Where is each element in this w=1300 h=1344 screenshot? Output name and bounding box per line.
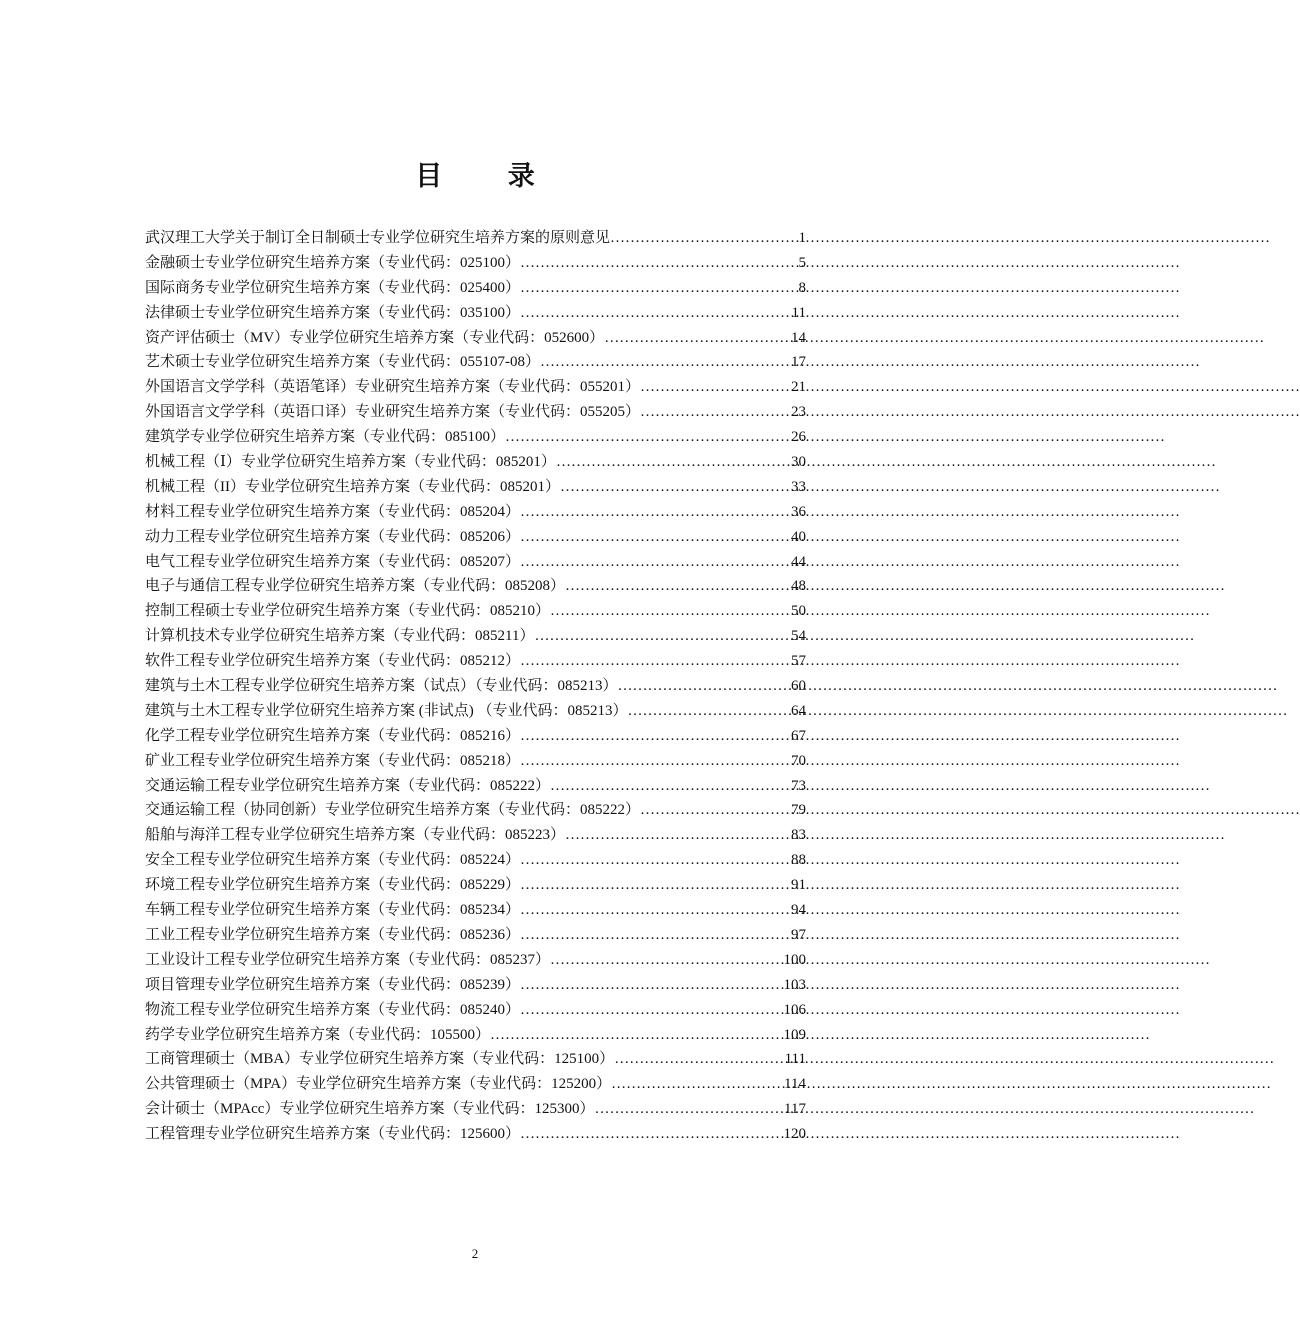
toc-entry-page-number: 88 <box>791 852 806 869</box>
toc-entry-page-number: 33 <box>791 478 806 495</box>
toc-dot-leader <box>640 798 791 823</box>
toc-entry-page-number: 30 <box>791 454 806 471</box>
toc-dot-leader <box>540 350 791 375</box>
toc-dot-leader <box>556 450 791 475</box>
toc-dot-leader <box>490 1023 783 1048</box>
toc-entry-title: 工商管理硕士（MBA）专业学位研究生培养方案（专业代码：125100） <box>145 1051 615 1068</box>
toc-dot-leader <box>520 301 792 326</box>
toc-entry-title: 船舶与海洋工程专业学位研究生培养方案（专业代码：085223） <box>145 827 566 844</box>
toc-entry[interactable] <box>145 301 806 326</box>
toc-entry-title: 物流工程专业学位研究生培养方案（专业代码：085240） <box>145 1001 521 1018</box>
toc-entry-page-number: 83 <box>791 827 806 844</box>
toc-dot-leader <box>520 276 798 301</box>
toc-dot-leader <box>520 998 783 1023</box>
toc-entry[interactable] <box>145 500 806 525</box>
toc-dot-leader <box>560 475 791 500</box>
toc-entry-page-number: 60 <box>791 678 806 695</box>
toc-dot-leader <box>520 1122 783 1147</box>
toc-entry-title: 材料工程专业学位研究生培养方案（专业代码：085204） <box>145 503 521 520</box>
toc-entry-title: 艺术硕士专业学位研究生培养方案（专业代码：055107-08） <box>145 354 540 371</box>
toc-dot-leader <box>534 624 791 649</box>
toc-dot-leader <box>520 251 798 276</box>
toc-entry-page-number: 91 <box>791 877 806 894</box>
toc-entry-page-number: 40 <box>791 528 806 545</box>
toc-entry[interactable] <box>145 923 806 948</box>
toc-entry[interactable] <box>145 973 806 998</box>
toc-entry-page-number: 114 <box>784 1076 806 1093</box>
toc-dot-leader <box>520 873 791 898</box>
toc-entry[interactable] <box>145 798 806 823</box>
toc-dot-leader <box>520 973 783 998</box>
toc-entry[interactable] <box>145 425 806 450</box>
page-title: 目 录 <box>415 161 563 192</box>
toc-entry-page-number: 26 <box>791 429 806 446</box>
toc-entry-title: 动力工程专业学位研究生培养方案（专业代码：085206） <box>145 528 521 545</box>
toc-entry-page-number: 54 <box>791 628 806 645</box>
toc-entry-title: 交通运输工程（协同创新）专业学位研究生培养方案（专业代码：085222） <box>145 802 641 819</box>
toc-entry[interactable] <box>145 550 806 575</box>
toc-entry[interactable] <box>145 848 806 873</box>
toc-entry-title: 工业工程专业学位研究生培养方案（专业代码：085236） <box>145 926 521 943</box>
toc-entry-page-number: 106 <box>783 1001 806 1018</box>
toc-entry-title: 环境工程专业学位研究生培养方案（专业代码：085229） <box>145 877 521 894</box>
toc-entry[interactable] <box>145 574 806 599</box>
toc-entry-title: 外国语言文学学科（英语口译）专业研究生培养方案（专业代码：055205） <box>145 404 641 421</box>
toc-entry-title: 药学专业学位研究生培养方案（专业代码：105500） <box>145 1026 491 1043</box>
toc-entry[interactable] <box>145 1072 806 1097</box>
toc-entry-page-number: 100 <box>783 951 806 968</box>
toc-entry-title: 控制工程硕士专业学位研究生培养方案（专业代码：085210） <box>145 603 551 620</box>
toc-entry-title: 会计硕士（MPAcc）专业学位研究生培养方案（专业代码：125300） <box>145 1101 595 1118</box>
toc-entry[interactable] <box>145 674 806 699</box>
toc-entry-page-number: 57 <box>791 653 806 670</box>
toc-entry-title: 资产评估硕士（MV）专业学位研究生培养方案（专业代码：052600） <box>145 329 605 346</box>
toc-entry[interactable] <box>145 525 806 550</box>
toc-entry-page-number: 109 <box>783 1026 806 1043</box>
toc-entry-title: 建筑学专业学位研究生培养方案（专业代码：085100） <box>145 429 506 446</box>
toc-entry-page-number: 103 <box>783 976 806 993</box>
toc-entry[interactable] <box>145 375 806 400</box>
toc-entry-title: 矿业工程专业学位研究生培养方案（专业代码：085218） <box>145 752 521 769</box>
toc-entry-page-number: 64 <box>791 702 806 719</box>
toc-entry[interactable] <box>145 400 806 425</box>
toc-entry-page-number: 8 <box>798 279 806 296</box>
toc-entry-page-number: 117 <box>784 1101 806 1118</box>
toc-entry[interactable] <box>145 699 806 724</box>
toc-entry-title: 国际商务专业学位研究生培养方案（专业代码：025400） <box>145 279 521 296</box>
toc-dot-leader <box>520 500 791 525</box>
toc-entry[interactable] <box>145 724 806 749</box>
toc-entry-page-number: 79 <box>791 802 806 819</box>
toc-entry[interactable] <box>145 226 806 251</box>
toc-entry-title: 机械工程（II）专业学位研究生培养方案（专业代码：085201） <box>145 478 560 495</box>
toc-entry[interactable] <box>145 948 806 973</box>
toc-entry-page-number: 73 <box>791 777 806 794</box>
toc-entry-title: 武汉理工大学关于制订全日制硕士专业学位研究生培养方案的原则意见 <box>145 230 611 246</box>
toc-dot-leader <box>505 425 791 450</box>
toc-entry-title: 电子与通信工程专业学位研究生培养方案（专业代码：085208） <box>145 578 566 595</box>
toc-entry[interactable] <box>145 1023 806 1048</box>
toc-entry-title: 建筑与土木工程专业学位研究生培养方案 (非试点) （专业代码：085213） <box>145 702 628 719</box>
table-of-contents <box>145 226 806 1147</box>
toc-dot-leader <box>618 674 791 699</box>
toc-entry-page-number: 36 <box>791 503 806 520</box>
toc-entry-title: 项目管理专业学位研究生培养方案（专业代码：085239） <box>145 976 521 993</box>
toc-entry-title: 金融硕士专业学位研究生培养方案（专业代码：025100） <box>145 254 521 271</box>
toc-entry[interactable] <box>145 599 806 624</box>
toc-entry-page-number: 48 <box>791 578 806 595</box>
toc-dot-leader <box>640 375 791 400</box>
toc-dot-leader <box>520 649 791 674</box>
toc-entry[interactable] <box>145 475 806 500</box>
toc-entry[interactable] <box>145 624 806 649</box>
toc-entry-title: 公共管理硕士（MPA）专业学位研究生培养方案（专业代码：125200） <box>145 1076 612 1093</box>
toc-entry-title: 交通运输工程专业学位研究生培养方案（专业代码：085222） <box>145 777 551 794</box>
toc-dot-leader <box>520 550 791 575</box>
toc-dot-leader <box>520 525 791 550</box>
toc-entry-title: 建筑与土木工程专业学位研究生培养方案（试点）（专业代码：085213） <box>145 678 618 695</box>
toc-dot-leader <box>520 923 791 948</box>
toc-dot-leader <box>520 898 791 923</box>
toc-entry-page-number: 21 <box>791 379 806 396</box>
toc-dot-leader <box>604 326 791 351</box>
toc-dot-leader <box>520 848 791 873</box>
toc-dot-leader <box>520 749 791 774</box>
toc-entry-title: 机械工程（Ⅰ）专业学位研究生培养方案（专业代码：085201） <box>145 454 556 471</box>
toc-entry-title: 电气工程专业学位研究生培养方案（专业代码：085207） <box>145 553 521 570</box>
toc-entry-title: 车辆工程专业学位研究生培养方案（专业代码：085234） <box>145 902 521 919</box>
toc-dot-leader <box>520 724 791 749</box>
toc-entry-page-number: 111 <box>784 1051 806 1068</box>
toc-dot-leader <box>565 574 791 599</box>
toc-entry-page-number: 1 <box>798 230 806 246</box>
toc-entry-title: 计算机技术专业学位研究生培养方案（专业代码：085211） <box>145 628 535 645</box>
toc-dot-leader <box>628 699 792 724</box>
toc-entry-page-number: 70 <box>791 752 806 769</box>
toc-entry-title: 工业设计工程专业学位研究生培养方案（专业代码：085237） <box>145 951 551 968</box>
toc-entry-page-number: 14 <box>791 329 806 346</box>
toc-entry[interactable] <box>145 276 806 301</box>
toc-entry[interactable] <box>145 898 806 923</box>
toc-entry-page-number: 17 <box>791 354 806 371</box>
toc-dot-leader <box>610 226 798 251</box>
toc-entry-page-number: 50 <box>791 603 806 620</box>
toc-entry[interactable] <box>145 649 806 674</box>
toc-dot-leader <box>550 599 791 624</box>
toc-entry-page-number: 97 <box>791 926 806 943</box>
toc-entry-page-number: 120 <box>783 1126 806 1143</box>
toc-entry-title: 软件工程专业学位研究生培养方案（专业代码：085212） <box>145 653 521 670</box>
toc-dot-leader <box>594 1097 784 1122</box>
toc-dot-leader <box>611 1072 784 1097</box>
toc-entry-title: 化学工程专业学位研究生培养方案（专业代码：085216） <box>145 727 521 744</box>
toc-entry[interactable] <box>145 1047 806 1072</box>
toc-entry[interactable] <box>145 873 806 898</box>
toc-entry-title: 工程管理专业学位研究生培养方案（专业代码：125600） <box>145 1126 521 1143</box>
toc-dot-leader <box>614 1047 784 1072</box>
toc-entry-title: 外国语言文学学科（英语笔译）专业研究生培养方案（专业代码：055201） <box>145 379 641 396</box>
toc-entry[interactable] <box>145 749 806 774</box>
toc-entry[interactable] <box>145 1097 806 1122</box>
page-number: 2 <box>471 1246 479 1261</box>
toc-entry[interactable] <box>145 823 806 848</box>
toc-entry[interactable] <box>145 774 806 799</box>
toc-dot-leader <box>550 774 791 799</box>
toc-entry-page-number: 5 <box>798 254 806 271</box>
toc-entry[interactable] <box>145 326 806 351</box>
toc-entry-title: 安全工程专业学位研究生培养方案（专业代码：085224） <box>145 852 521 869</box>
toc-entry-page-number: 11 <box>791 304 806 321</box>
toc-dot-leader <box>550 948 783 973</box>
toc-entry[interactable] <box>145 251 806 276</box>
toc-entry-page-number: 44 <box>791 553 806 570</box>
toc-entry-page-number: 23 <box>791 404 806 421</box>
toc-entry[interactable] <box>145 998 806 1023</box>
toc-entry[interactable] <box>145 450 806 475</box>
toc-entry[interactable] <box>145 1122 806 1147</box>
toc-entry-title: 法律硕士专业学位研究生培养方案（专业代码：035100） <box>145 304 521 321</box>
toc-entry[interactable] <box>145 350 806 375</box>
toc-dot-leader <box>565 823 791 848</box>
toc-entry-page-number: 67 <box>791 727 806 744</box>
toc-entry-page-number: 94 <box>791 902 806 919</box>
toc-dot-leader <box>640 400 791 425</box>
